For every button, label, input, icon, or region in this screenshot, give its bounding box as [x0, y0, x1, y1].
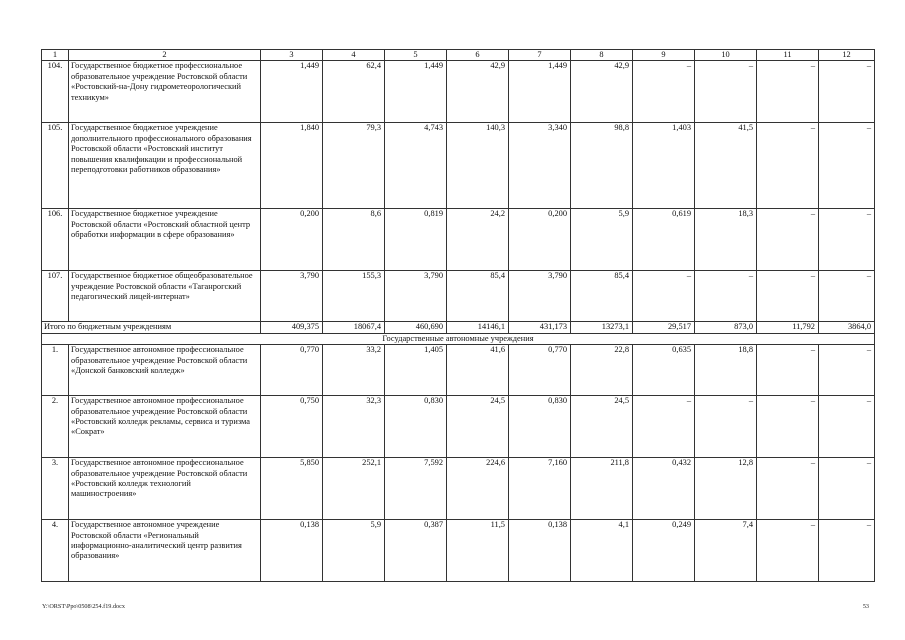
value-cell: – [633, 61, 695, 123]
value-cell: – [757, 520, 819, 582]
value-cell: 3,790 [509, 271, 571, 322]
table-header-row [42, 50, 875, 61]
budget-table [41, 49, 875, 582]
section-title: Государственные автономные учреждения [42, 333, 875, 344]
value-cell: 1,449 [509, 61, 571, 123]
value-cell: 224,6 [447, 458, 509, 520]
value-cell: 0,249 [633, 520, 695, 582]
institution-name: Государственное бюджетное учреждение Ростовской области «Ростовский областной центр обработки информации в сфере образования» [69, 209, 261, 271]
value-cell: 3,340 [509, 123, 571, 209]
value-cell: – [819, 458, 875, 520]
value-cell: 7,592 [385, 458, 447, 520]
total-value-cell: 18067,4 [323, 322, 385, 333]
total-value-cell: 873,0 [695, 322, 757, 333]
value-cell: – [757, 61, 819, 123]
institution-name: Государственное бюджетное общеобразовательное учреждение Ростовской области «Таганрогский педагогический лицей-интернат» [69, 271, 261, 322]
value-cell: 42,9 [571, 61, 633, 123]
value-cell: – [819, 520, 875, 582]
value-cell: – [819, 209, 875, 271]
value-cell: 0,750 [261, 396, 323, 458]
value-cell: – [695, 61, 757, 123]
value-cell: 41,6 [447, 345, 509, 396]
section-row [42, 333, 875, 344]
value-cell: 0,138 [261, 520, 323, 582]
value-cell: 155,3 [323, 271, 385, 322]
value-cell: 3,790 [385, 271, 447, 322]
table-row [42, 345, 875, 396]
institution-name: Государственное автономное профессиональное образовательное учреждение Ростовской области «Ростовский колледж рекламы, сервиса и туризма «Сократ» [69, 396, 261, 458]
column-number-header: 11 [757, 50, 819, 61]
value-cell: 33,2 [323, 345, 385, 396]
value-cell: 0,619 [633, 209, 695, 271]
value-cell: 0,770 [261, 345, 323, 396]
value-cell: 1,449 [261, 61, 323, 123]
value-cell: 0,200 [261, 209, 323, 271]
value-cell: 0,635 [633, 345, 695, 396]
value-cell: 0,819 [385, 209, 447, 271]
value-cell: 1,405 [385, 345, 447, 396]
value-cell: 5,9 [323, 520, 385, 582]
value-cell: – [757, 123, 819, 209]
total-value-cell: 11,792 [757, 322, 819, 333]
row-number: 106. [42, 209, 69, 271]
column-number-header: 2 [69, 50, 261, 61]
column-number-header: 6 [447, 50, 509, 61]
column-number-header: 1 [42, 50, 69, 61]
value-cell: 11,5 [447, 520, 509, 582]
value-cell: 4,1 [571, 520, 633, 582]
value-cell: 85,4 [571, 271, 633, 322]
value-cell: 18,8 [695, 345, 757, 396]
value-cell: 0,432 [633, 458, 695, 520]
value-cell: 7,4 [695, 520, 757, 582]
value-cell: – [695, 396, 757, 458]
column-number-header: 4 [323, 50, 385, 61]
value-cell: 140,3 [447, 123, 509, 209]
value-cell: 8,6 [323, 209, 385, 271]
table-row [42, 520, 875, 582]
value-cell: – [819, 123, 875, 209]
value-cell: 42,9 [447, 61, 509, 123]
column-number-header: 9 [633, 50, 695, 61]
column-number-header: 10 [695, 50, 757, 61]
institution-name: Государственное автономное учреждение Ростовской области «Региональный информационно-аналитический центр развития образования» [69, 520, 261, 582]
total-value-cell: 3864,0 [819, 322, 875, 333]
value-cell: 1,449 [385, 61, 447, 123]
row-number: 4. [42, 520, 69, 582]
value-cell: 3,790 [261, 271, 323, 322]
value-cell: – [757, 271, 819, 322]
column-number-header: 5 [385, 50, 447, 61]
value-cell: 85,4 [447, 271, 509, 322]
value-cell: 0,770 [509, 345, 571, 396]
value-cell: 24,5 [447, 396, 509, 458]
total-value-cell: 13273,1 [571, 322, 633, 333]
footer-page-number: 53 [862, 603, 869, 610]
value-cell: 211,8 [571, 458, 633, 520]
footer-file-path: Y:\ORST\Ppo\0508\254.f19.docx [42, 603, 125, 610]
total-row [42, 322, 875, 333]
row-number: 1. [42, 345, 69, 396]
value-cell: 5,850 [261, 458, 323, 520]
table-row [42, 396, 875, 458]
value-cell: 24,5 [571, 396, 633, 458]
column-number-header: 12 [819, 50, 875, 61]
column-number-header: 7 [509, 50, 571, 61]
institution-name: Государственное бюджетное профессиональное образовательное учреждение Ростовской области «Ростовский-на-Дону гидрометеорологический техникум» [69, 61, 261, 123]
total-value-cell: 431,173 [509, 322, 571, 333]
row-number: 3. [42, 458, 69, 520]
value-cell: 18,3 [695, 209, 757, 271]
value-cell: – [819, 396, 875, 458]
value-cell: 0,830 [509, 396, 571, 458]
value-cell: 22,8 [571, 345, 633, 396]
value-cell: 0,830 [385, 396, 447, 458]
row-number: 105. [42, 123, 69, 209]
value-cell: – [633, 396, 695, 458]
value-cell: – [757, 345, 819, 396]
row-number: 104. [42, 61, 69, 123]
column-number-header: 8 [571, 50, 633, 61]
table-row [42, 271, 875, 322]
total-value-cell: 460,690 [385, 322, 447, 333]
value-cell: 79,3 [323, 123, 385, 209]
value-cell: 62,4 [323, 61, 385, 123]
value-cell: – [757, 209, 819, 271]
value-cell: 0,387 [385, 520, 447, 582]
value-cell: 0,200 [509, 209, 571, 271]
value-cell: – [695, 271, 757, 322]
institution-name: Государственное автономное профессиональное образовательное учреждение Ростовской области «Донской банковский колледж» [69, 345, 261, 396]
value-cell: 98,8 [571, 123, 633, 209]
value-cell: 7,160 [509, 458, 571, 520]
value-cell: – [633, 271, 695, 322]
value-cell: 12,8 [695, 458, 757, 520]
value-cell: 1,403 [633, 123, 695, 209]
total-value-cell: 409,375 [261, 322, 323, 333]
value-cell: – [757, 396, 819, 458]
total-value-cell: 29,517 [633, 322, 695, 333]
institution-name: Государственное автономное профессиональное образовательное учреждение Ростовской области «Ростовский колледж технологий машиностроения» [69, 458, 261, 520]
value-cell: 0,138 [509, 520, 571, 582]
value-cell: 5,9 [571, 209, 633, 271]
value-cell: – [819, 345, 875, 396]
value-cell: – [819, 61, 875, 123]
table-row [42, 61, 875, 123]
total-value-cell: 14146,1 [447, 322, 509, 333]
value-cell: 252,1 [323, 458, 385, 520]
column-number-header: 3 [261, 50, 323, 61]
value-cell: – [819, 271, 875, 322]
institution-name: Государственное бюджетное учреждение дополнительного профессионального образования Ростовской области «Ростовский институт повышения квалификации и профессиональной переподготовки работников образования» [69, 123, 261, 209]
value-cell: – [757, 458, 819, 520]
row-number: 107. [42, 271, 69, 322]
value-cell: 1,840 [261, 123, 323, 209]
table-row [42, 209, 875, 271]
table-row [42, 123, 875, 209]
row-number: 2. [42, 396, 69, 458]
value-cell: 24,2 [447, 209, 509, 271]
table-row [42, 458, 875, 520]
value-cell: 32,3 [323, 396, 385, 458]
total-label: Итого по бюджетным учреждениям [42, 322, 261, 333]
value-cell: 41,5 [695, 123, 757, 209]
value-cell: 4,743 [385, 123, 447, 209]
